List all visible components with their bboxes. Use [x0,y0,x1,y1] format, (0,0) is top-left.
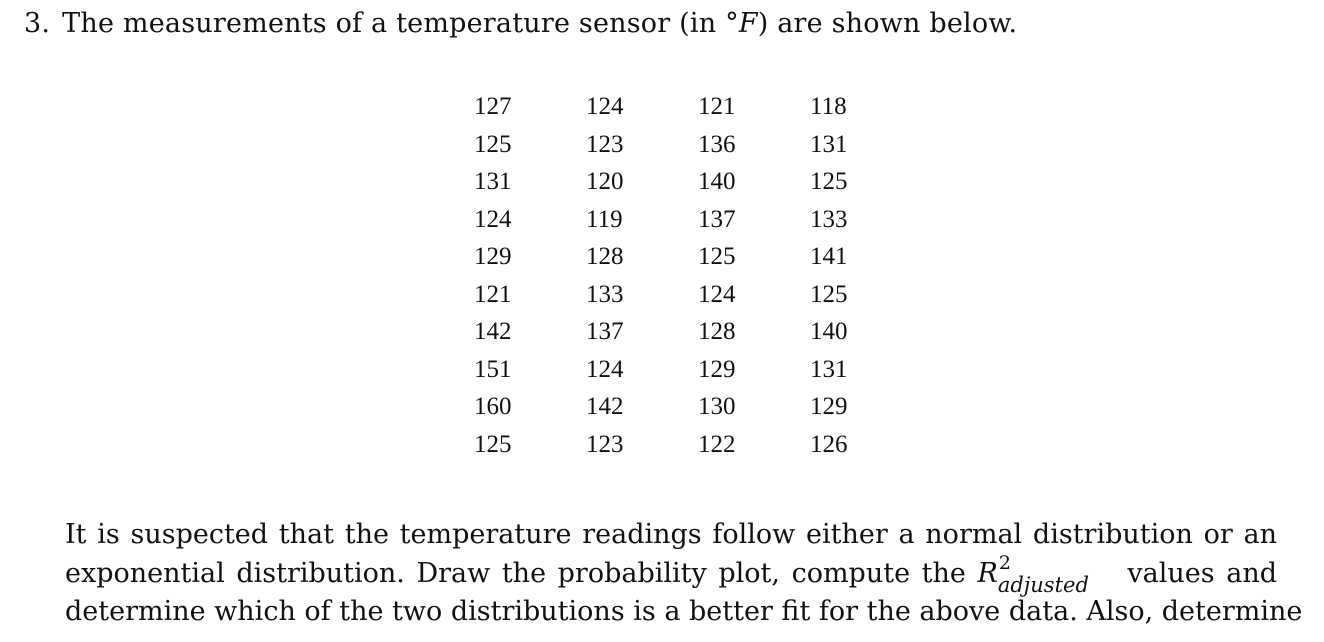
adjusted-subscript: adjusted [997,572,1089,597]
temperature-unit: °F [725,8,758,39]
measurement-cell: 130 [698,393,736,420]
r-adjusted-symbol: R [977,557,998,589]
measurement-cell: 120 [586,168,624,195]
measurement-cell: 129 [474,243,512,270]
measurement-cell: 119 [586,205,623,233]
measurement-cell: 122 [698,430,736,458]
measurement-cell: 124 [474,205,512,233]
problem-intro-text: The measurements of a temperature sensor (in [62,8,726,39]
measurement-cell: 121 [698,93,736,120]
measurement-cell: 133 [586,280,624,308]
measurement-cell: 142 [474,318,512,345]
paragraph-line-2 [65,551,1277,597]
paragraph-line-1: It is suspected that the temperature readings follow either a normal distribution or an [65,519,1277,550]
measurement-cell: 118 [810,93,847,120]
problem-number: 3. [24,8,51,39]
measurement-cell: 140 [698,168,736,195]
measurement-cell: 160 [474,393,512,420]
measurement-cell: 126 [810,430,848,458]
measurement-cell: 140 [810,318,848,345]
measurement-cell: 131 [474,168,512,195]
measurement-cell: 124 [586,93,624,120]
measurement-cell: 123 [586,130,624,158]
measurement-cell: 137 [586,318,624,345]
problem-heading [24,8,1017,39]
measurement-cell: 124 [586,355,624,383]
measurement-cell: 121 [474,280,512,308]
measurement-cell: 136 [698,130,736,158]
measurement-cell: 151 [474,355,512,383]
measurement-cell: 125 [810,168,848,195]
measurement-cell: 129 [698,355,736,383]
paragraph-line-2-start: exponential distribution. Draw the probability plot, compute the [65,557,978,589]
measurement-cell: 131 [810,130,848,158]
measurement-cell: 128 [698,318,736,345]
measurement-cell: 124 [698,280,736,308]
measurement-cell: 131 [810,355,848,383]
r-squared-exponent: 2 [998,551,1011,574]
paragraph-line-3: determine which of the two distributions is a better fit for the above data. Also, determine [65,596,1303,627]
measurement-cell: 128 [586,243,624,270]
measurements-table [474,88,922,463]
paragraph-line-2-end: values and [1115,557,1277,589]
measurement-cell: 137 [698,205,736,233]
measurement-cell: 127 [474,93,512,120]
problem-intro-text-end: ) are shown below. [757,8,1018,39]
problem-paragraph [65,516,1303,632]
measurement-cell: 125 [474,430,512,458]
measurement-cell: 123 [586,430,624,458]
measurement-cell: 129 [810,393,848,420]
measurement-cell: 125 [474,130,512,158]
measurement-cell: 125 [698,243,736,270]
r-adjusted-scripts [997,551,1116,597]
measurement-cell: 141 [810,243,848,270]
measurement-cell: 125 [810,280,848,308]
measurement-cell: 133 [810,205,848,233]
measurement-cell: 142 [586,393,624,420]
